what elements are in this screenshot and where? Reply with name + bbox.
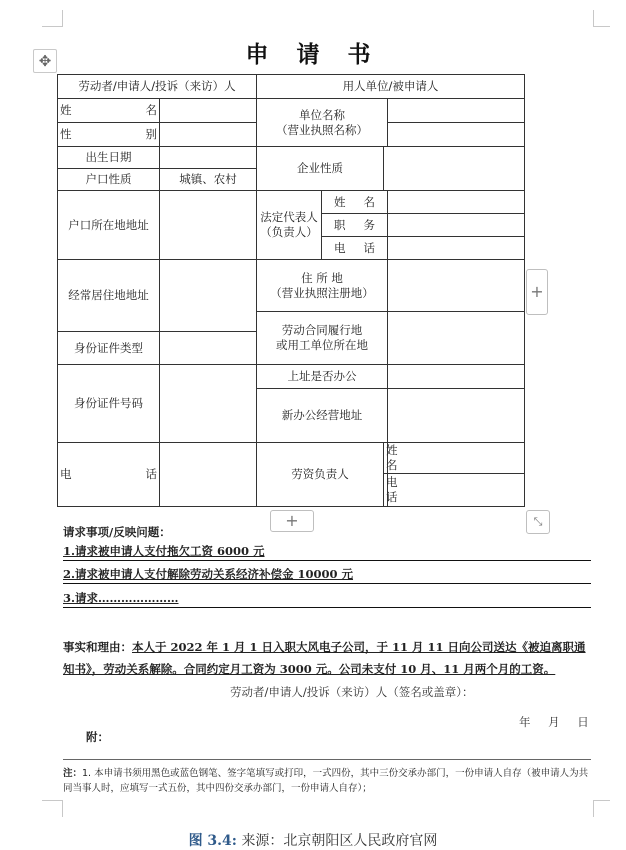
value-hukou-type: 城镇、农村 — [160, 169, 257, 191]
field-wage-name[interactable] — [388, 443, 525, 474]
crop-mark-bottom-left — [42, 800, 63, 817]
attachment-label: 附： — [86, 730, 109, 744]
add-column-button[interactable]: + — [526, 269, 548, 315]
label-same-office: 上址是否办公 — [257, 365, 388, 389]
request-item-1: 1.请求被申请人支付拖欠工资 6000 元 — [63, 543, 591, 561]
facts-paragraph — [63, 636, 593, 680]
label-residence-address: 经常居住地地址 — [58, 260, 160, 332]
field-rep-title[interactable] — [388, 214, 525, 237]
facts-text: 本人于 2022 年 1 月 1 日入职大风电子公司，于 11 月 11 日向公司送达《被迫离职通知书》，劳动关系解除。合同约定月工资为 3000 元。公司未支付 10 月、11 月两个月的工资。 — [63, 640, 586, 676]
notes-divider — [63, 759, 591, 760]
header-applicant: 劳动者/申请人/投诉（来访）人 — [58, 75, 257, 99]
label-rep-phone: 电 话 — [322, 237, 388, 260]
notes-section — [63, 766, 593, 796]
field-rep-name[interactable] — [388, 191, 525, 214]
label-id-number: 身份证件号码 — [58, 365, 160, 443]
notes-text: 1. 本申请书须用黑色或蓝色钢笔、签字笔填写或打印，一式四份，其中三份交承办部门，一份申请人自存（被申请人为共同当事人时，应填写一式五份，其中四份交承办部门，一份申请人自存）； — [63, 768, 589, 794]
field-residence-address[interactable] — [160, 260, 257, 332]
field-birth-date[interactable] — [160, 147, 257, 169]
facts-label: 事实和理由： — [63, 640, 132, 654]
table-move-handle-icon[interactable]: ✥ — [33, 49, 57, 73]
date-line: 年 月 日 — [519, 715, 589, 729]
header-respondent: 用人单位/被申请人 — [257, 75, 525, 99]
label-wage-phone: 电话 — [384, 474, 388, 507]
label-phone: 电 话 — [58, 443, 160, 507]
label-wage-name: 姓名 — [384, 443, 388, 474]
field-name[interactable] — [160, 99, 257, 123]
field-same-office[interactable] — [388, 365, 525, 389]
signature-line: 劳动者/申请人/投诉（来访）人（签名或盖章）： — [230, 685, 474, 699]
request-item-2: 2.请求被申请人支付解除劳动关系经济补偿金 10000 元 — [63, 566, 591, 584]
label-id-type: 身份证件类型 — [58, 332, 160, 365]
crop-mark-top-left — [42, 10, 63, 27]
notes-label: 注： — [63, 768, 83, 779]
label-registered-address: 住 所 地 （营业执照注册地） — [257, 260, 388, 312]
field-phone[interactable] — [160, 443, 257, 507]
field-new-office[interactable] — [388, 389, 525, 443]
label-gender: 性 别 — [58, 123, 160, 147]
label-name: 姓 名 — [58, 99, 160, 123]
crop-mark-bottom-right — [593, 800, 610, 817]
field-id-number[interactable] — [160, 365, 257, 443]
label-hukou-type: 户口性质 — [58, 169, 160, 191]
label-rep-name: 姓 名 — [322, 191, 388, 214]
label-wage-person: 劳资负责人 — [257, 443, 384, 507]
label-rep-title: 职 务 — [322, 214, 388, 237]
add-row-button[interactable]: + — [270, 510, 314, 532]
requests-heading: 请求事项/反映问题： — [63, 525, 171, 539]
label-new-office: 新办公经营地址 — [257, 389, 388, 443]
field-gender[interactable] — [160, 123, 257, 147]
field-rep-phone[interactable] — [388, 237, 525, 260]
field-unit-nature[interactable] — [384, 147, 525, 191]
resize-handle-icon[interactable]: ⤡ — [526, 510, 550, 534]
field-id-type[interactable] — [160, 332, 257, 365]
application-form-table — [57, 74, 525, 507]
field-unit-name-2[interactable] — [388, 123, 525, 147]
figure-number: 图 3.4: — [188, 833, 237, 849]
field-contract-place[interactable] — [388, 312, 525, 365]
label-legal-rep: 法定代表人 （负责人） — [257, 191, 322, 260]
label-hukou-address: 户口所在地地址 — [58, 191, 160, 260]
request-item-3: 3.请求………………… — [63, 590, 591, 608]
figure-caption — [0, 830, 626, 850]
label-unit-nature: 企业性质 — [257, 147, 384, 191]
field-unit-name-1[interactable] — [388, 99, 525, 123]
crop-mark-top-right — [593, 10, 610, 27]
label-unit-name: 单位名称 （营业执照名称） — [257, 99, 388, 147]
field-registered-address[interactable] — [388, 260, 525, 312]
figure-caption-text: 来源：北京朝阳区人民政府官网 — [241, 833, 438, 849]
label-contract-place: 劳动合同履行地 或用工单位所在地 — [257, 312, 388, 365]
document-title: 申 请 书 — [245, 41, 381, 68]
field-hukou-address[interactable] — [160, 191, 257, 260]
field-wage-phone[interactable] — [388, 474, 525, 507]
label-birth-date: 出生日期 — [58, 147, 160, 169]
